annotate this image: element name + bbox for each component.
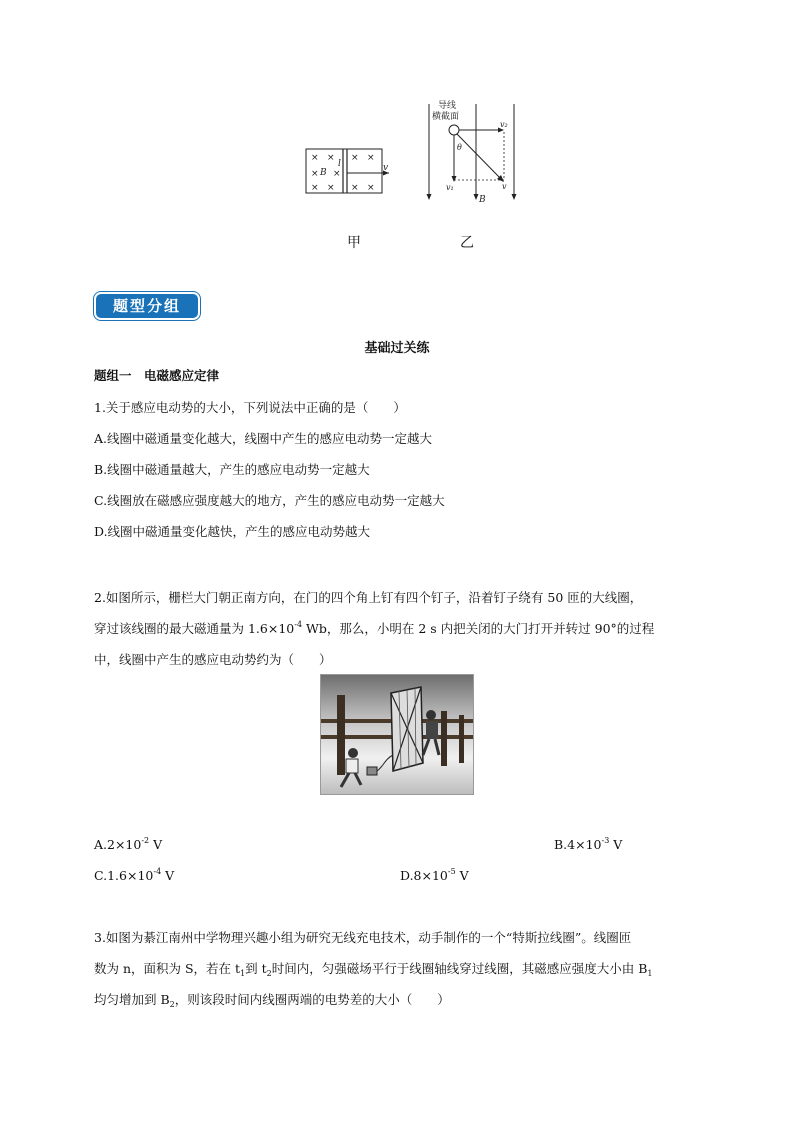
gate-icon xyxy=(391,687,423,771)
v-symbol: v xyxy=(502,182,507,191)
cross-mark: × xyxy=(367,153,375,163)
cross-mark: × xyxy=(333,169,341,179)
question-1-option-a: A.线圈中磁通量变化越大，线圈中产生的感应电动势一定越大 xyxy=(94,431,433,446)
question-2-line-3: 中，线圈中产生的感应电动势约为（ ） xyxy=(94,652,332,667)
question-2-option-d: $D.8\times 10^{-5}$ V xyxy=(400,867,469,883)
question-2-line-1: 2.如图所示，栅栏大门朝正南方向，在门的四个角上钉有四个钉子，沿着钉子绕有 50 匝的大线圈， xyxy=(94,590,643,605)
cross-mark: × xyxy=(351,153,359,163)
figure-label-yi: 乙 xyxy=(460,235,474,251)
cross-mark: × xyxy=(367,183,375,193)
v2-symbol: v₂ xyxy=(500,120,508,129)
wire-cross-section xyxy=(449,125,459,135)
cross-mark: × xyxy=(311,183,319,193)
group-title: 题组一 电磁感应定律 xyxy=(94,368,220,383)
cross-mark: × xyxy=(311,153,319,163)
meter-icon xyxy=(367,767,377,775)
velocity-symbol: v xyxy=(383,163,389,173)
question-2-line-2: 穿过该线圈的最大磁通量为 $1.6\times 10^{-4}$ Wb，那么，小明在 2 s 内把关闭的大门打开并转过 90°的过程 xyxy=(94,620,655,636)
question-1-option-c: C.线圈放在磁感应强度越大的地方，产生的感应电动势一定越大 xyxy=(94,493,445,508)
question-3-line-3: 均匀增加到 $B_2$，则该段时间内线圈两端的电势差的大小（ ） xyxy=(94,992,450,1009)
question-1-option-b: B.线圈中磁通量越大，产生的感应电动势一定越大 xyxy=(94,462,370,477)
field-symbol: B xyxy=(479,195,486,205)
length-symbol: l xyxy=(338,159,341,169)
figure-label-jia: 甲 xyxy=(347,235,361,251)
theta-symbol: θ xyxy=(457,143,462,152)
question-2-option-b: $B.4\times 10^{-3}$ V xyxy=(554,836,623,852)
figure-yi xyxy=(420,96,520,208)
question-2-option-a: $A.2\times 10^{-2}$ V xyxy=(94,836,163,852)
wire-label: 导线 xyxy=(438,101,457,111)
question-3-line-1: 3.如图为綦江南州中学物理兴趣小组为研究无线充电技术，动手制作的一个“特斯拉线圈”。线圈匝 xyxy=(94,930,632,945)
figure-jia xyxy=(305,146,391,196)
section-badge: 题型分组 xyxy=(94,292,200,320)
person-icon xyxy=(423,710,439,755)
cross-mark: × xyxy=(351,183,359,193)
question-2-option-c: $C.1.6\times 10^{-4}$ V xyxy=(94,867,175,883)
cross-mark: × xyxy=(327,183,335,193)
gate-illustration xyxy=(320,674,474,795)
question-3-line-2: 数为 n，面积为 S，若在 $t_1$到 $t_2$时间内，匀强磁场平行于线圈轴线穿过线圈，其磁感应强度大小由 $B_1$ xyxy=(94,961,653,978)
cross-mark: × xyxy=(327,153,335,163)
cross-mark: × xyxy=(311,169,319,179)
question-1-stem: 1.关于感应电动势的大小，下列说法中正确的是（ ） xyxy=(94,400,406,415)
field-symbol: B xyxy=(320,168,327,178)
wire-label: 横截面 xyxy=(432,112,460,122)
question-1-option-d: D.线圈中磁通量变化越快，产生的感应电动势越大 xyxy=(94,524,371,539)
v1-symbol: v₁ xyxy=(446,183,454,192)
section-title: 基础过关练 xyxy=(364,341,430,356)
